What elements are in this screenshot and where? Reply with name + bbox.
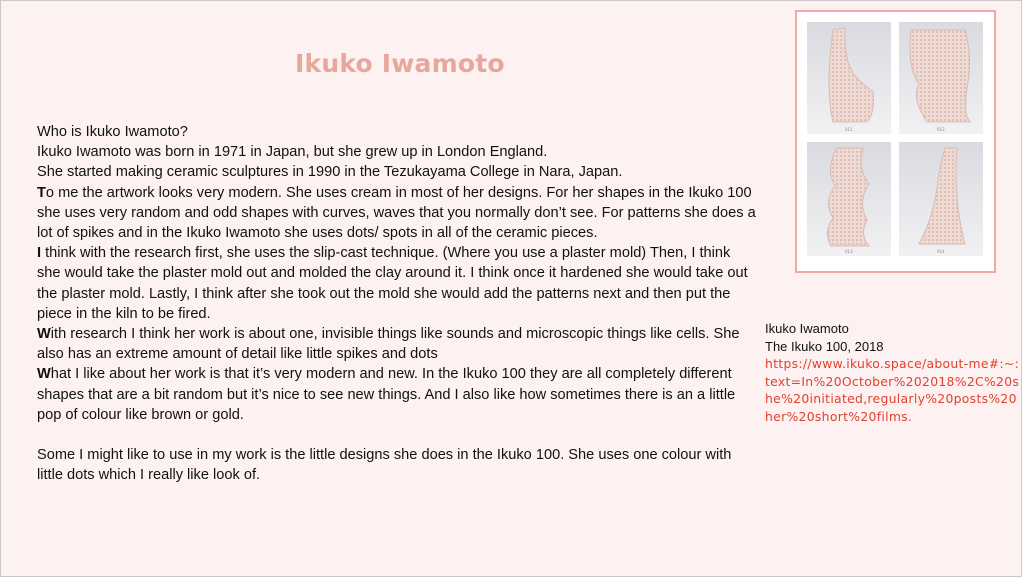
vase-2 bbox=[910, 30, 971, 122]
paragraph-rest: hat I like about her work is that it’s very modern and new. In the Ikuko 100 they are all completely different shapes that are a bit random but it’s nice to see new things. And I also like how sometimes there is an a little pop of colour like brown or gold. bbox=[37, 366, 736, 423]
plate-label-4: 014 bbox=[937, 249, 945, 254]
artwork-photo-frame bbox=[795, 10, 996, 273]
paragraph-started: She started making ceramic sculptures in 1990 in the Tezukayama College in Nara, Japan. bbox=[37, 164, 623, 181]
paragraph-lead-letter: I bbox=[37, 245, 42, 262]
caption-work: The Ikuko 100, 2018 bbox=[765, 338, 884, 354]
paragraph-lead-letter: T bbox=[37, 184, 46, 201]
plate-label-1: 011 bbox=[845, 127, 853, 132]
paragraph-rest: ith research I think her work is about one, invisible things like sounds and microscopic things like cells. She also has an extreme amount of detail like little spikes and dots bbox=[37, 326, 740, 363]
paragraph-rest: think with the research first, she uses the slip-cast technique. (Where you use a plaster mold) Then, I think she would take the plaster mold out and molded the clay around it. I think once it hardened she would take out the plaster mold. Lastly, I think after she took out the mold she would add the patterns next and then put the piece in the kiln to be fired. bbox=[37, 245, 748, 322]
paragraph-lead-letter: W bbox=[37, 366, 51, 383]
ceramic-vases-image bbox=[803, 18, 988, 265]
paragraph-lead-letter: W bbox=[37, 326, 51, 343]
paragraph-born: Ikuko Iwamoto was born in 1971 in Japan, but she grew up in London England. bbox=[37, 144, 548, 161]
paragraph-opinion bbox=[37, 364, 757, 425]
plate-label-2: 012 bbox=[937, 127, 945, 132]
paragraph-rest: o me the artwork looks very modern. She uses cream in most of her designs. For her shapes in the Ikuko 100 she uses very random and odd shapes with curves, waves that you normally don’t see. For patterns she does a lot of spikes and in the Ikuko Iwamoto she uses dots/ spots in all of the ceramic pieces. bbox=[37, 184, 756, 242]
caption-artist: Ikuko Iwamoto bbox=[765, 321, 849, 336]
plate-label-3: 013 bbox=[845, 249, 853, 254]
slide-title: Ikuko Iwamoto bbox=[295, 49, 505, 78]
artwork-photo bbox=[803, 18, 988, 265]
body-text bbox=[37, 122, 757, 485]
paragraph-technique bbox=[37, 243, 757, 324]
image-caption bbox=[765, 320, 1023, 426]
paragraph-intro-question: Who is Ikuko Iwamoto? bbox=[37, 124, 188, 140]
paragraph-artwork bbox=[37, 183, 757, 244]
paragraph-meaning bbox=[37, 324, 757, 364]
paragraph-conclusion: Some I might like to use in my work is the little designs she does in the Ikuko 100. She uses one colour with little dots which I really like look of. bbox=[37, 447, 732, 484]
caption-source-link[interactable]: https://www.ikuko.space/about-me#:~:text=In%20October%202018%2C%20she%20initiated,regularly%20posts%20her%20short%20films. bbox=[765, 356, 1020, 424]
